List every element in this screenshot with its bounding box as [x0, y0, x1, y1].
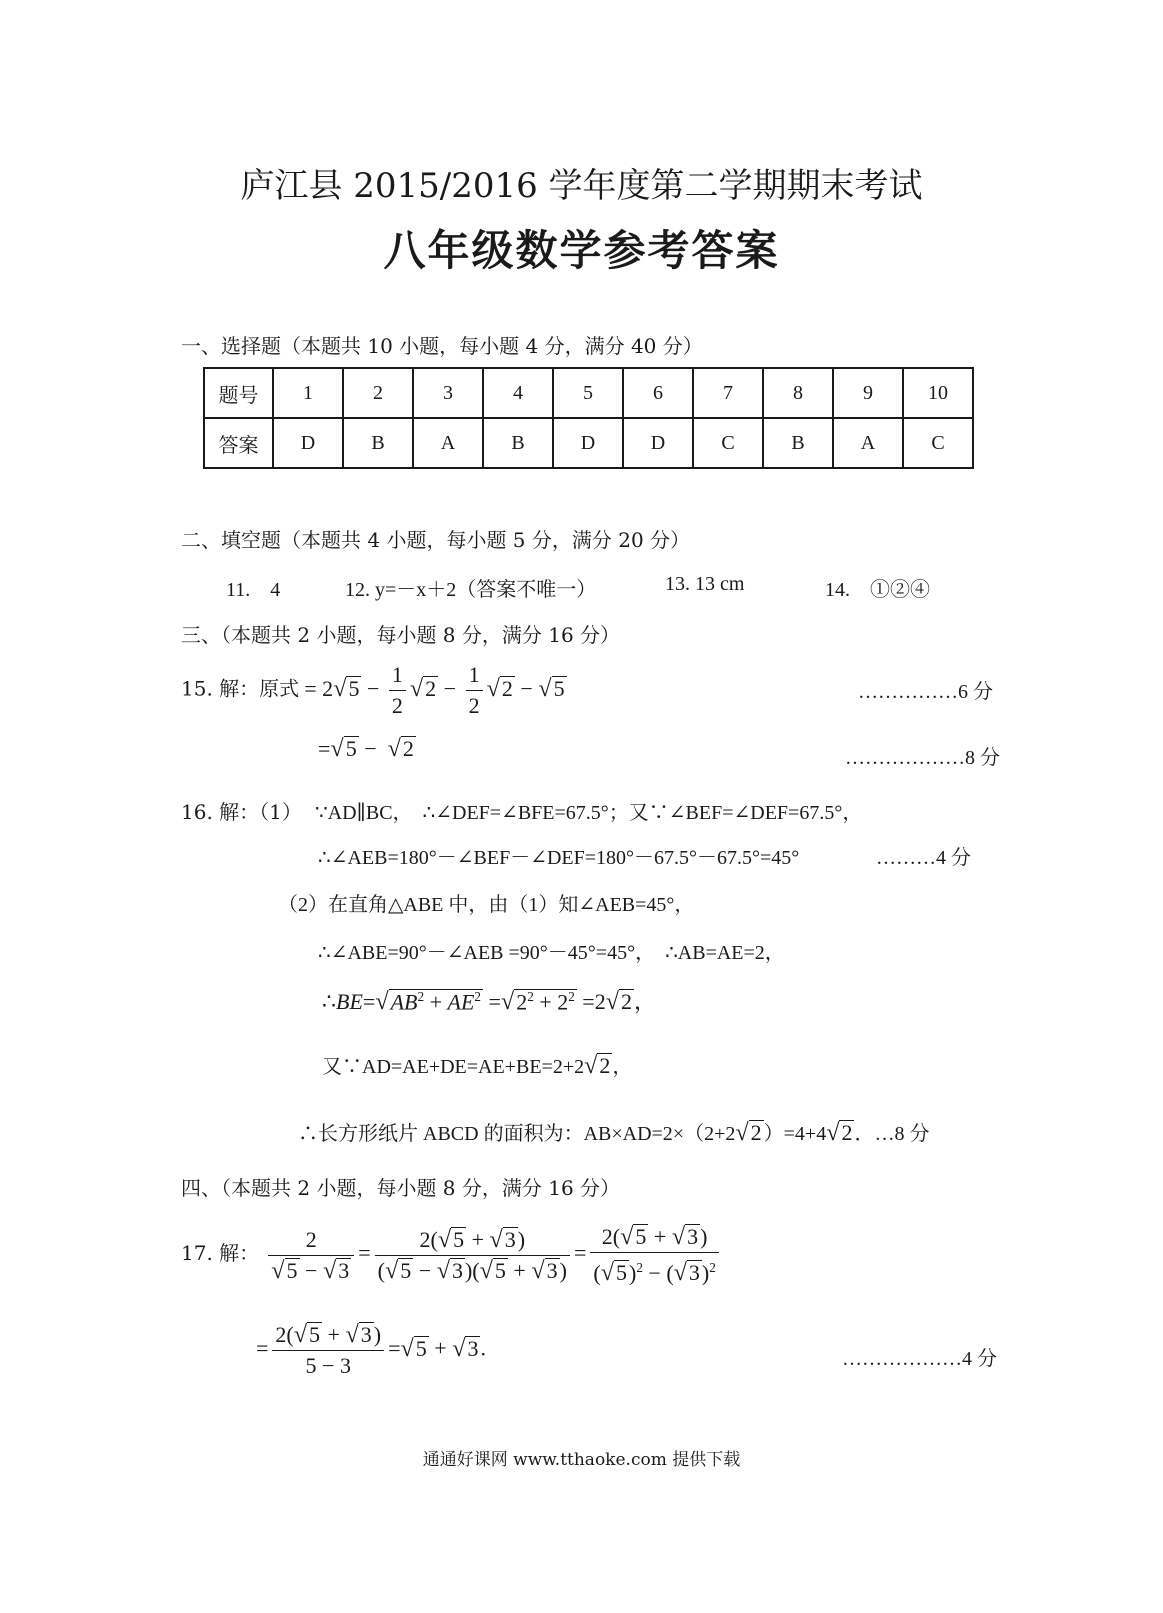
q16-score2: ．…8 分 [854, 1123, 930, 1145]
q16-line3: （2）在直角△ABE 中，由（1）知∠AEB=45°， [278, 894, 695, 916]
q16-line7-text: ∴长方形纸片 ABCD 的面积为：AB×AD=2×（2+2 [298, 1123, 736, 1145]
table-row [204, 368, 973, 418]
section4-title: 四、（本题共 2 小题，每小题 8 分，满分 16 分） [181, 1176, 621, 1200]
question-number: 5 [553, 368, 623, 418]
answer-q11: 11. 4 [226, 579, 281, 601]
question-number: 4 [483, 368, 553, 418]
table-row [204, 418, 973, 468]
answer-cell: B [483, 418, 553, 468]
question-number: 10 [903, 368, 973, 418]
q16-score1: ………4 分 [876, 847, 971, 869]
answer-q14: 14. ①②④ [825, 579, 930, 601]
q15-line2: =√5 − √2 [318, 735, 414, 762]
q16-line4: ∴∠ABE=90°－∠AEB =90°－45°=45°， ∴AB=AE=2， [318, 942, 785, 964]
q15-score1: ……………6 分 [858, 681, 993, 703]
row-answer-label: 答案 [204, 418, 273, 468]
question-number: 1 [273, 368, 343, 418]
question-number: 3 [413, 368, 483, 418]
footer-credit: 通通好课网 www.tthaoke.com 提供下载 [422, 1450, 741, 1470]
q16-line2: ∴∠AEB=180°－∠BEF－∠DEF=180°－67.5°－67.5°=45° [318, 847, 800, 869]
answer-cell: D [553, 418, 623, 468]
exam-title: 庐江县 2015/2016 学年度第二学期期末考试 [240, 166, 923, 206]
q15-score2: ………………8 分 [845, 747, 1000, 769]
question-number: 9 [833, 368, 903, 418]
answer-q12: 12. y=－x＋2（答案不唯一） [345, 579, 597, 601]
q16-line7-mid: ）=4+4 [763, 1123, 827, 1145]
q17-line2: = $\frac{2(√5 + √3)}{5 - 3}$ =√5 + √3. [256, 1321, 486, 1378]
q16-label: 16. 解：（1） [181, 800, 302, 824]
row-header-label: 题号 [204, 368, 273, 418]
question-number: 6 [623, 368, 693, 418]
answer-cell: C [903, 418, 973, 468]
answer-q13: 13. 13 cm [665, 573, 745, 595]
q15-expression: = 2√5 − $\frac{1}{2}$ √2 − $\frac{1}{2}$ √2 − √5 [304, 662, 565, 718]
q17-score: ………………4 分 [842, 1348, 997, 1370]
section2-title: 二、填空题（本题共 4 小题，每小题 5 分，满分 20 分） [181, 528, 691, 552]
answer-key-title: 八年级数学参考答案 [383, 226, 780, 275]
question-number: 8 [763, 368, 833, 418]
q16-line6-text: 又∵AD=AE+DE=AE+BE=2+2 [322, 1056, 585, 1078]
answer-table [203, 367, 974, 469]
answer-cell: A [833, 418, 903, 468]
q16-line6: 又∵AD=AE+DE=AE+BE=2+2√2 ， [322, 1052, 633, 1079]
question-number: 7 [693, 368, 763, 418]
q17-expression: $\frac{2}{√5 - √3}$ = $\frac{2(√5 + √3)}{(√5 - √3)(√5 + √3)}$ = $\frac{2(√5 + √3)}{(√5)^2 - (√3)^2}$ [264, 1240, 723, 1265]
q17-label: 17. 解： [181, 1241, 260, 1266]
answer-cell: D [623, 418, 693, 468]
section3-title: 三、（本题共 2 小题，每小题 8 分，满分 16 分） [181, 623, 621, 647]
answer-cell: A [413, 418, 483, 468]
q16-line1: ∵AD∥BC， ∴∠DEF=∠BFE=67.5°；又∵∠BEF=∠DEF=67.5°， [315, 802, 863, 824]
q16-line7: ∴长方形纸片 ABCD 的面积为：AB×AD=2×（2+2√2 ）=4+4√2 ．…8 分 [298, 1119, 930, 1146]
answer-cell: B [343, 418, 413, 468]
q16-line5: $\therefore BE=√AB^2 + AE^2 =√2^2 + 2^2 =2√2$， [322, 988, 657, 1015]
answer-cell: B [763, 418, 833, 468]
q15-label: 15. 解：原式 [181, 676, 300, 701]
q15-line1 [181, 660, 567, 721]
q17-line1 [181, 1222, 723, 1288]
section1-title: 一、选择题（本题共 10 小题，每小题 4 分，满分 40 分） [181, 334, 703, 358]
answer-cell: D [273, 418, 343, 468]
answer-cell: C [693, 418, 763, 468]
question-number: 2 [343, 368, 413, 418]
